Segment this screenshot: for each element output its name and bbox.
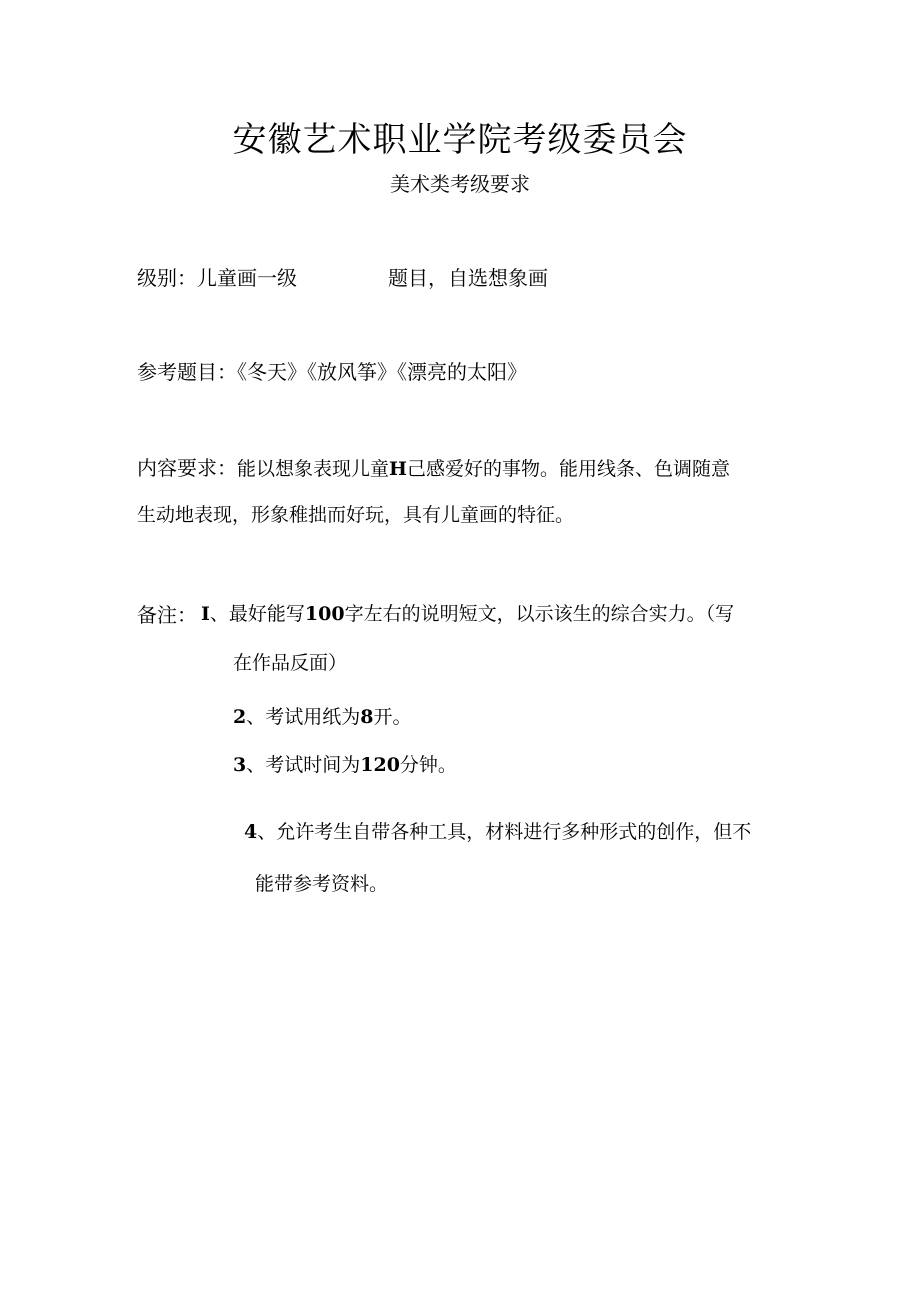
note-3-text-before: 、考试时间为 [246, 754, 361, 776]
content-requirement-line-2: 生动地表现，形象稚拙而好玩，具有儿童画的特征。 [137, 504, 575, 526]
reference-value: 《冬天》《放风筝》《漂亮的太阳》 [237, 360, 527, 384]
topic-label: 题目， [388, 266, 448, 290]
note-4-number: 4 [244, 821, 258, 843]
note-item-1-line-2: 在作品反面） [233, 652, 348, 674]
notes-label: 备注： [137, 603, 197, 627]
note-2-text-after: 开。 [373, 706, 412, 728]
note-1-text-after: 字左右的说明短文，以示该生的综合实力。（写 [344, 603, 735, 625]
note-item-1-line-1 [201, 599, 734, 626]
note-1-text-before: 、最好能写 [209, 603, 305, 625]
note-3-text-after: 分钟。 [399, 754, 457, 776]
content-text-bold: H [389, 458, 407, 480]
reference-label: 参考题目： [137, 360, 237, 384]
note-4-text: 、允许考生自带各种工具，材料进行多种形式的创作，但不 [257, 821, 752, 843]
note-1-number: I [201, 603, 210, 625]
level-label: 级别： [137, 266, 197, 290]
note-2-text-before: 、考试用纸为 [246, 706, 361, 728]
document-title: 安徽艺术职业学院考级委员会 [232, 120, 688, 160]
level-line [137, 262, 297, 291]
note-3-text-bold: 120 [360, 754, 400, 776]
content-text-before: 能以想象表现儿童 [237, 458, 390, 480]
content-requirement-line-1 [137, 452, 730, 481]
note-2-text-bold: 8 [360, 706, 374, 728]
content-text-after: 己感爱好的事物。能用线条、色调随意 [406, 458, 730, 480]
reference-line [137, 356, 527, 385]
content-label: 内容要求： [137, 456, 237, 480]
note-item-4-line-2: 能带参考资料。 [255, 873, 389, 895]
note-1-text-bold: 100 [304, 603, 345, 625]
note-2-number: 2 [233, 706, 247, 728]
level-value: 儿童画一级 [197, 266, 297, 290]
note-3-number: 3 [233, 754, 247, 776]
topic-line [388, 262, 548, 291]
document-subtitle: 美术类考级要求 [390, 172, 530, 196]
note-item-2 [233, 702, 412, 729]
note-item-4-line-1 [244, 817, 751, 844]
topic-value: 自选想象画 [448, 266, 548, 290]
note-item-3 [233, 750, 457, 777]
